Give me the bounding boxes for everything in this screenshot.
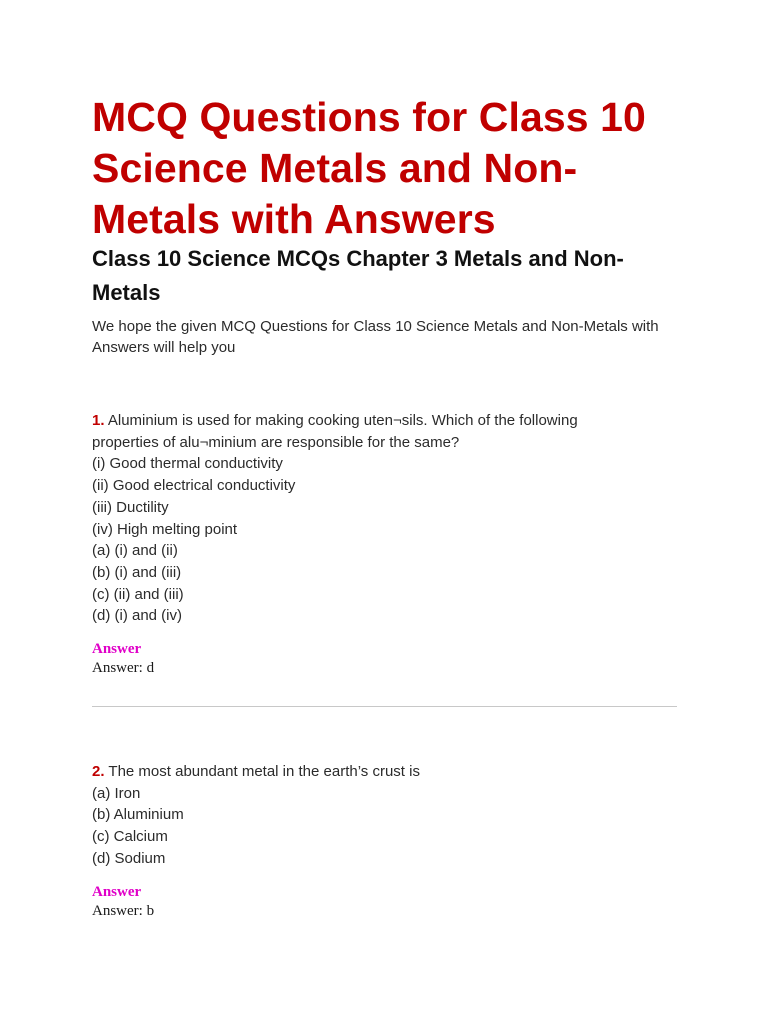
page-subtitle: Class 10 Science MCQs Chapter 3 Metals and Non-Metals — [92, 246, 624, 305]
question-stem-text: The most abundant metal in the earth’s crust is — [104, 763, 420, 780]
answer-text: Answer: b — [92, 902, 155, 919]
question-item: (i) Good thermal conductivity — [92, 455, 283, 473]
question-1 — [92, 410, 682, 678]
question-body — [92, 410, 682, 627]
answer-option: (d) Sodium — [92, 849, 166, 867]
question-stem-text: Aluminium is used for making cooking uten¬sils. Which of the following — [104, 412, 578, 429]
question-divider — [92, 706, 677, 707]
answer-toggle[interactable]: Answer — [92, 641, 142, 658]
question-stem-line — [92, 410, 682, 432]
answer-option: (b) (i) and (iii) — [92, 563, 182, 581]
answer-option: (d) (i) and (iv) — [92, 607, 183, 625]
answer-option: (a) (i) and (ii) — [92, 542, 178, 560]
answer-option: (b) Aluminium — [92, 806, 184, 824]
answer-toggle[interactable]: Answer — [92, 883, 142, 900]
answer-text: Answer: d — [92, 660, 155, 677]
question-item: (ii) Good electrical conductivity — [92, 477, 296, 495]
question-2 — [92, 761, 682, 921]
question-body — [92, 761, 682, 870]
question-number: 2. — [92, 763, 105, 780]
question-stem-line — [92, 761, 682, 783]
question-item: (iii) Ductility — [92, 498, 169, 516]
answer-option: (a) Iron — [92, 784, 141, 802]
answer-option: (c) (ii) and (iii) — [92, 585, 184, 603]
page-title: MCQ Questions for Class 10 Science Metals and Non-Metals with Answers — [92, 94, 646, 242]
question-stem-line: properties of alu¬minium are responsible for the same? — [92, 433, 460, 451]
intro-text: We hope the given MCQ Questions for Class 10 Science Metals and Non-Metals with Answers will help you — [92, 318, 659, 356]
answer-option: (c) Calcium — [92, 828, 168, 846]
question-item: (iv) High melting point — [92, 520, 238, 538]
question-number: 1. — [92, 412, 105, 429]
